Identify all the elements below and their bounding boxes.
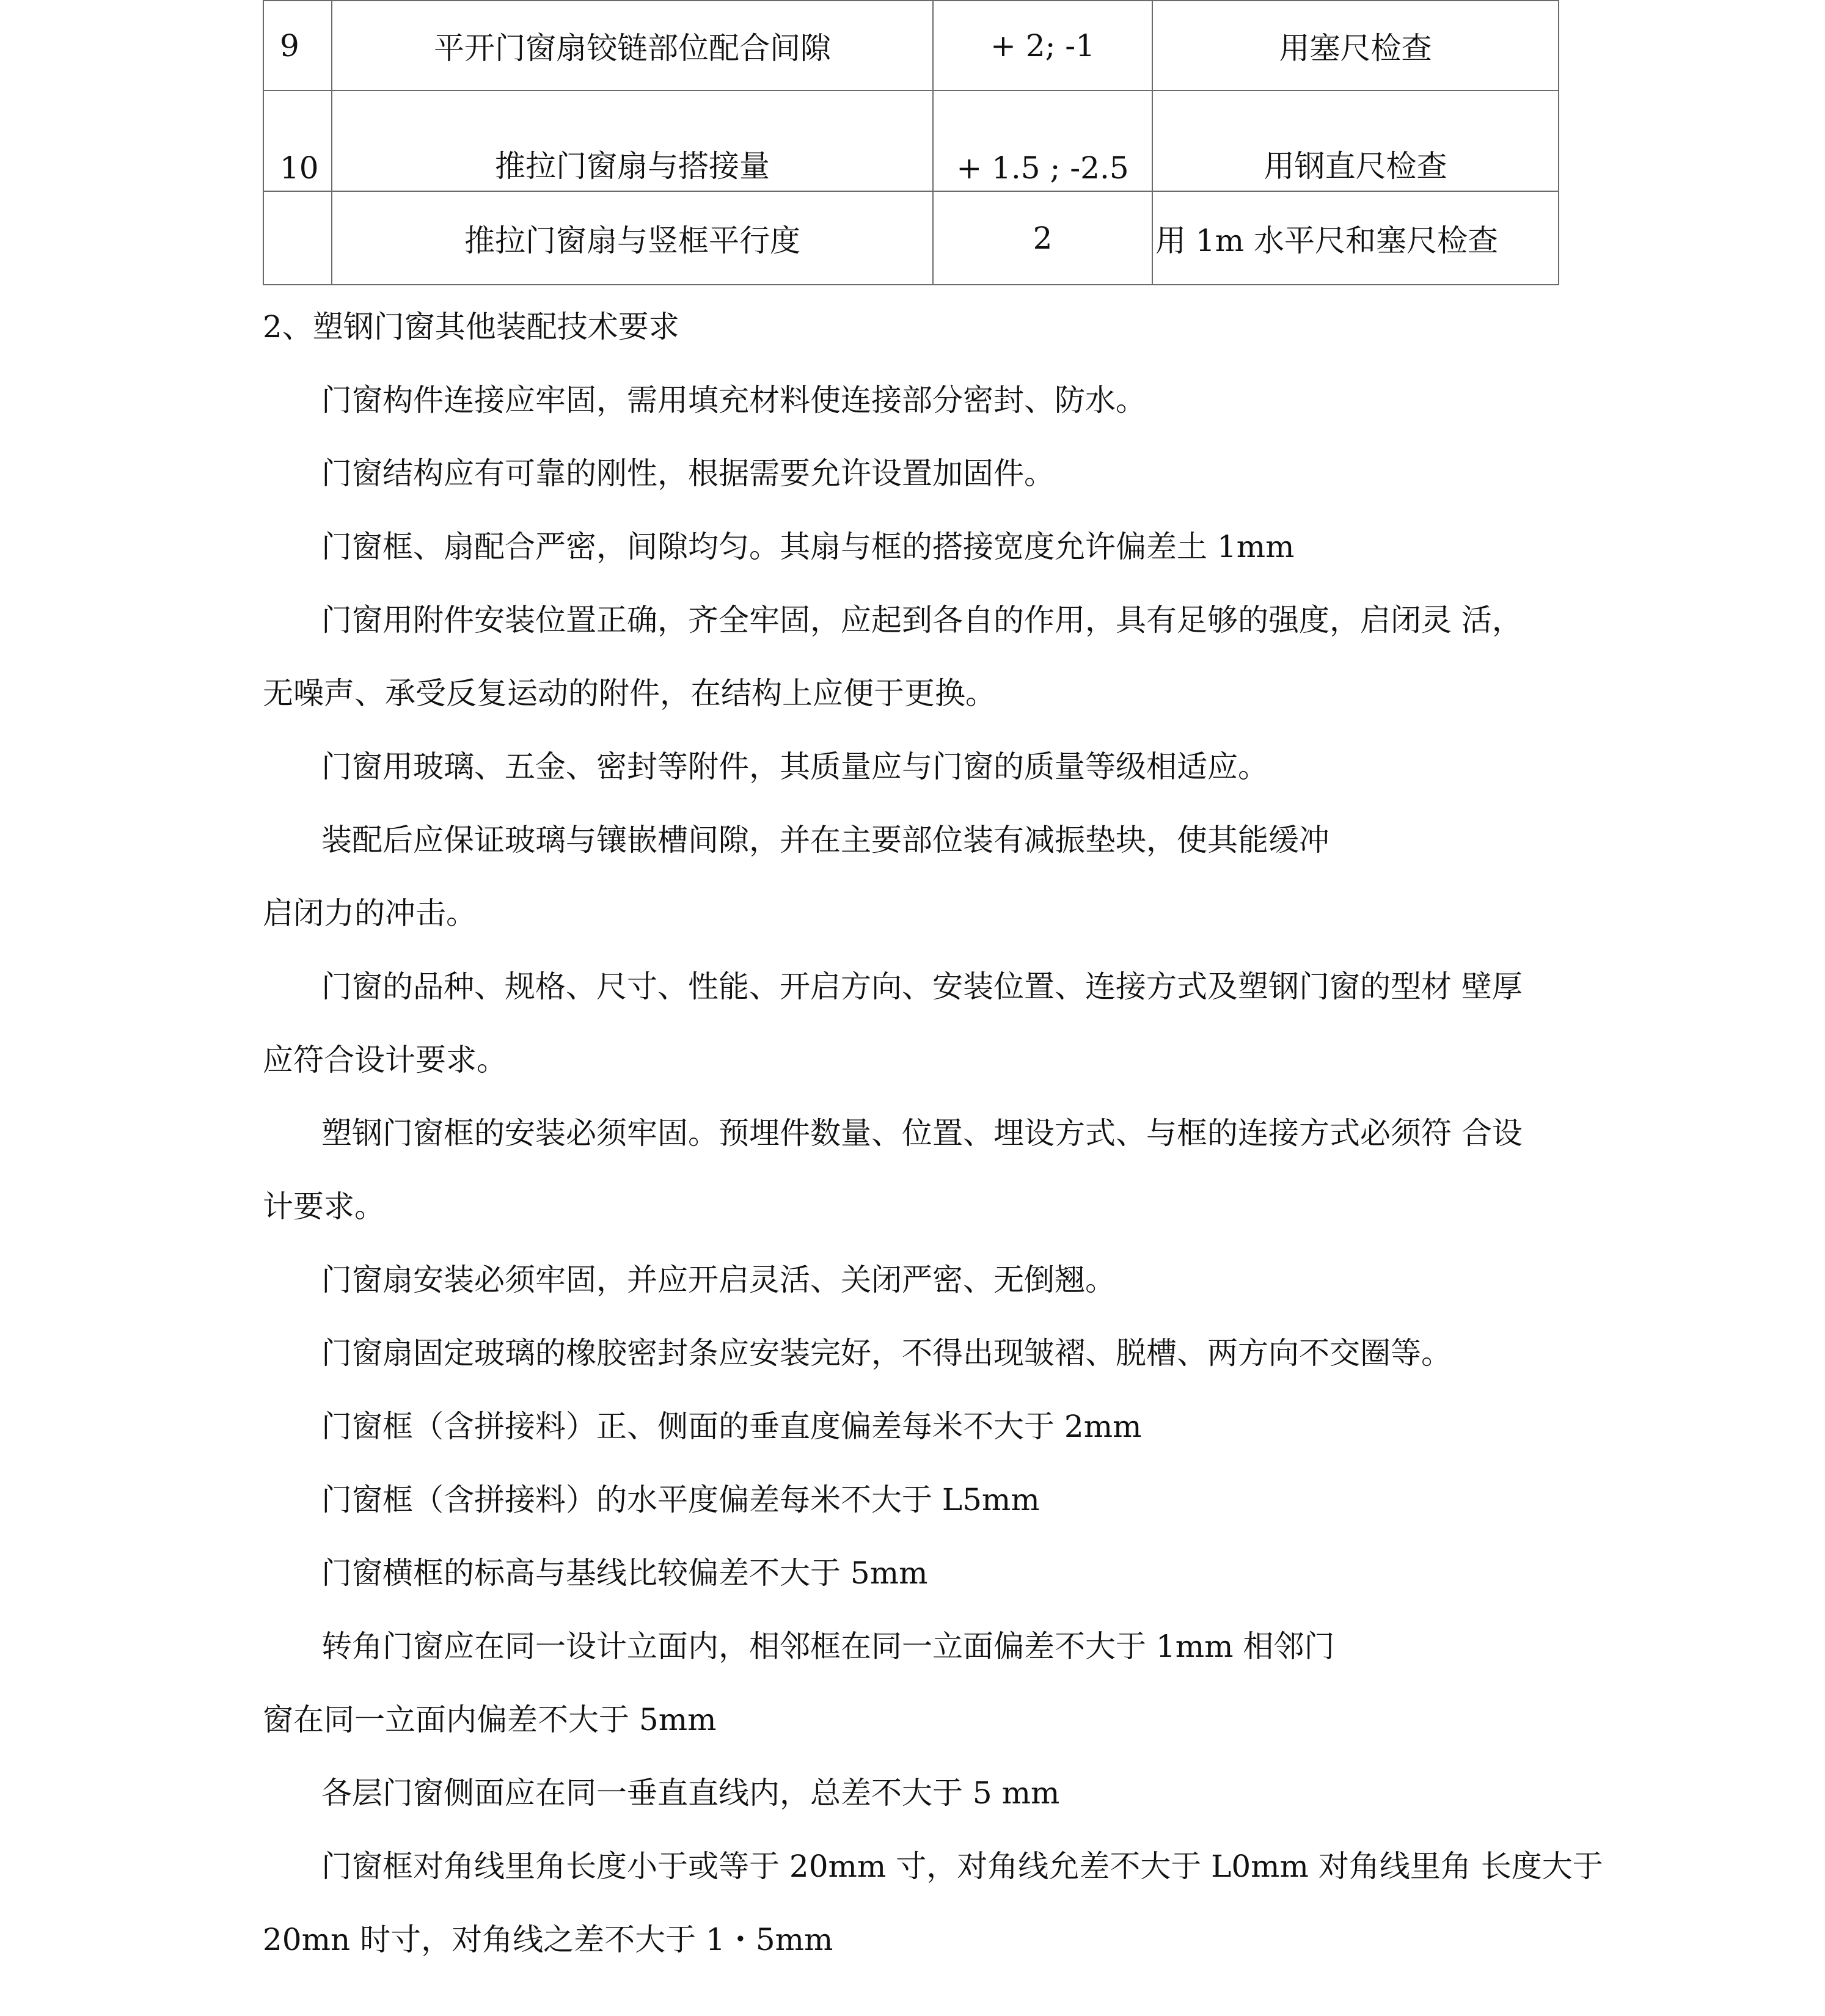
inspection-item: 推拉门窗扇与竖框平行度 [332, 191, 933, 285]
paragraph: 装配后应保证玻璃与镶嵌槽间隙，并在主要部位装有减振垫块，使其能缓冲 [321, 822, 1329, 858]
paragraph: 门窗框对角线里角长度小于或等于 20mm 寸，对角线允差不大于 L0mm 对角线里角 长度大于 [321, 1849, 1603, 1884]
paragraph-continuation: 窗在同一立面内偏差不大于 5mm [263, 1702, 717, 1737]
inspection-method: 用钢直尺检查 [1152, 90, 1559, 191]
paragraph: 门窗框（含拼接料）的水平度偏差每米不大于 L5mm [321, 1482, 1040, 1517]
paragraph-continuation: 20mn 时寸，对角线之差不大于 1・5mm [263, 1922, 833, 1957]
inspection-item: 推拉门窗扇与搭接量 [332, 90, 933, 191]
paragraph-continuation: 启闭力的冲击。 [263, 896, 477, 931]
inspection-method: 用塞尺检查 [1152, 1, 1559, 90]
paragraph: 门窗的品种、规格、尺寸、性能、开启方向、安装位置、连接方式及塑钢门窗的型材 壁厚 [321, 969, 1523, 1004]
row-number [263, 191, 332, 285]
paragraph-continuation: 计要求。 [263, 1189, 385, 1224]
paragraph: 门窗构件连接应牢固，需用填充材料使连接部分密封、防水。 [321, 382, 1146, 418]
table-row [263, 1, 1559, 90]
paragraph: 门窗扇安装必须牢固，并应开启灵活、关闭严密、无倒翘。 [321, 1262, 1116, 1298]
paragraph: 各层门窗侧面应在同一垂直直线内，总差不大于 5 mm [321, 1775, 1060, 1811]
paragraph: 转角门窗应在同一设计立面内，相邻框在同一立面偏差不大于 1mm 相邻门 [321, 1629, 1335, 1664]
tolerance-table [263, 0, 1559, 285]
row-number: 10 [263, 90, 332, 191]
paragraph: 门窗框、扇配合严密，间隙均匀。其扇与框的搭接宽度允许偏差土 1mm [321, 529, 1295, 564]
paragraph: 门窗横框的标高与基线比较偏差不大于 5mm [321, 1555, 928, 1591]
paragraph: 门窗用玻璃、五金、密封等附件，其质量应与门窗的质量等级相适应。 [321, 749, 1268, 784]
paragraph: 塑钢门窗框的安装必须牢固。预埋件数量、位置、埋设方式、与框的连接方式必须符 合设 [321, 1116, 1523, 1151]
paragraph: 门窗用附件安装位置正确，齐全牢固，应起到各自的作用，具有足够的强度，启闭灵 活， [321, 602, 1523, 638]
paragraph: 门窗框（含拼接料）正、侧面的垂直度偏差每米不大于 2mm [321, 1409, 1142, 1444]
paragraph-continuation: 无噪声、承受反复运动的附件，在结构上应便于更换。 [263, 676, 996, 711]
section-heading: 2、塑钢门窗其他装配技术要求 [263, 309, 679, 345]
paragraph: 门窗扇固定玻璃的橡胶密封条应安装完好，不得出现皱褶、脱槽、两方向不交圈等。 [321, 1335, 1452, 1371]
inspection-item: 平开门窗扇铰链部位配合间隙 [332, 1, 933, 90]
allowed-deviation: 2 [933, 191, 1152, 285]
paragraph-continuation: 应符合设计要求。 [263, 1042, 507, 1078]
row-number: 9 [263, 1, 332, 90]
table-row [263, 191, 1559, 285]
paragraph: 门窗结构应有可靠的刚性，根据需要允许设置加固件。 [321, 456, 1055, 491]
allowed-deviation: + 1.5 ; -2.5 [933, 90, 1152, 191]
table-row [263, 90, 1559, 191]
allowed-deviation: + 2; -1 [933, 1, 1152, 90]
inspection-method: 用 1m 水平尺和塞尺检查 [1152, 191, 1559, 285]
